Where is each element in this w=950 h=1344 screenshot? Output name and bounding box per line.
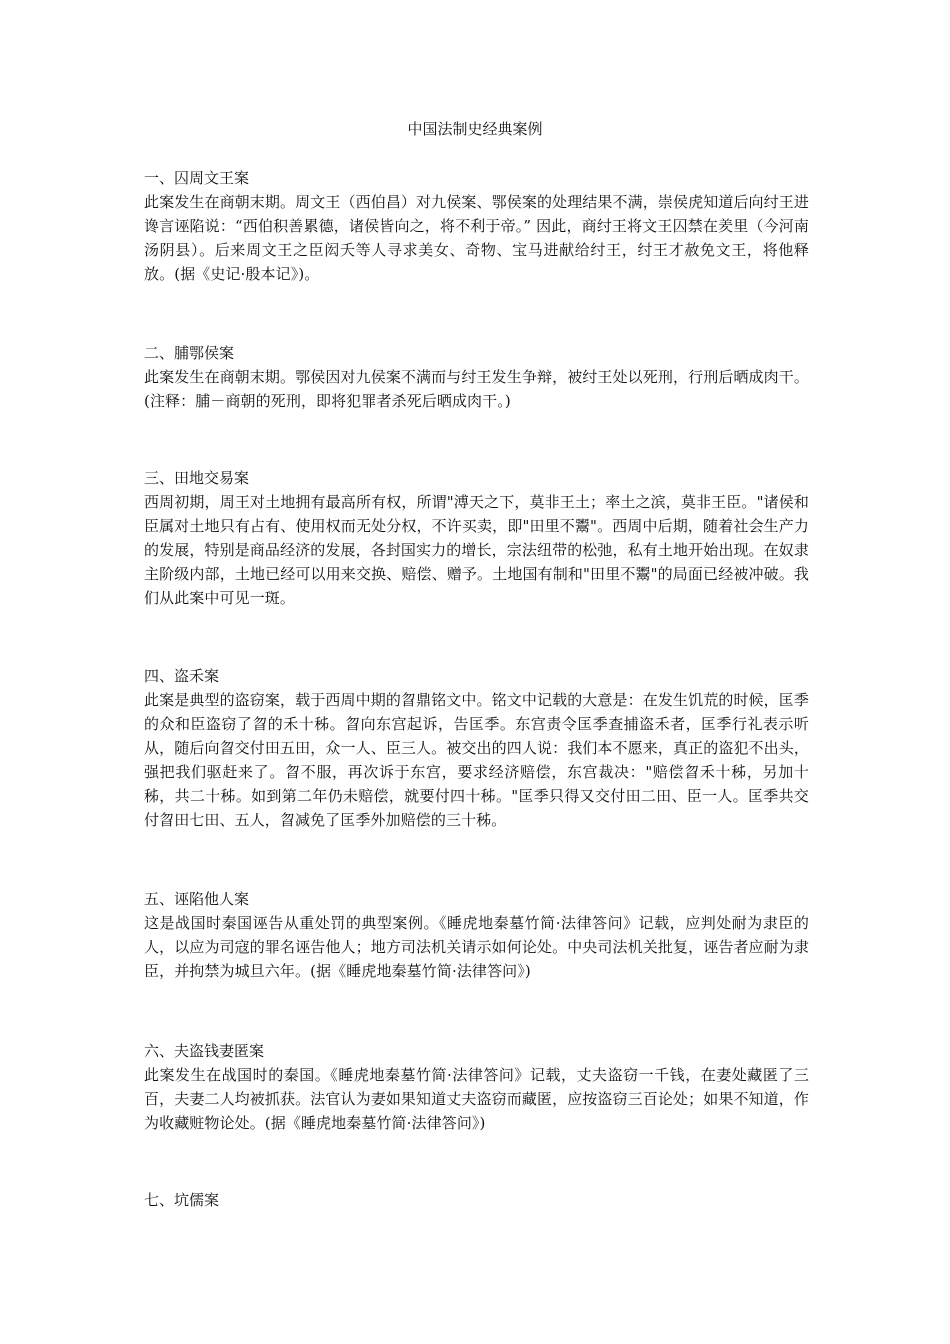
case-body: 此案发生在商朝末期。鄂侯因对九侯案不满而与纣王发生争辩，被纣王处以死刑，行刑后晒成肉干。 (注释：脯－商朝的死刑，即将犯罪者杀死后晒成肉干。) [144, 368, 829, 410]
case-heading: 五、诬陷他人案 [144, 890, 250, 908]
case-section-1 [144, 166, 809, 286]
case-section-4 [144, 664, 809, 832]
case-body: 此案是典型的盗窃案，载于西周中期的曶鼎铭文中。铭文中记载的大意是：在发生饥荒的时候，匡季的众和臣盗窃了曶的禾十秭。曶向东宫起诉，告匡季。东宫责令匡季查捕盗禾者，匡季行礼表示听从，随后向曶交付田五田，众一人、臣三人。被交出的四人说：我们本不愿来，真正的盗犯不出头，强把我们驱赶来了。曶不服，再次诉于东宫，要求经济赔偿，东宫裁决："赔偿曶禾十秭，另加十秭，共二十秭。如到第二年仍未赔偿，就要付四十秭。"匡季只得又交付田二田、臣一人。匡季共交付曶田七田、五人，曶减免了匡季外加赔偿的三十秭。 [144, 691, 809, 829]
case-body: 这是战国时秦国诬告从重处罚的典型案例。《睡虎地秦墓竹简·法律答问》记载，应判处耐为隶臣的人，以应为司寇的罪名诬告他人；地方司法机关请示如何论处。中央司法机关批复，诬告者应耐为隶臣，并拘禁为城旦六年。(据《睡虎地秦墓竹简·法律答问》) [144, 914, 809, 980]
case-heading: 一、囚周文王案 [144, 169, 250, 187]
case-heading: 四、盗禾案 [144, 667, 220, 685]
case-section-5 [144, 887, 809, 983]
case-body: 西周初期，周王对土地拥有最高所有权，所谓"溥天之下，莫非王土；率土之滨，莫非王臣。"诸侯和臣属对土地只有占有、使用权而无处分权，不许买卖，即"田里不鬻"。西周中后期，随着社会生产力的发展，特别是商品经济的发展，各封国实力的增长，宗法纽带的松弛，私有土地开始出现。在奴隶主阶级内部，土地已经可以用来交换、赔偿、赠予。土地国有制和"田里不鬻"的局面已经被冲破。我们从此案中可见一斑。 [144, 493, 809, 607]
case-section-6 [144, 1039, 809, 1135]
case-body: 此案发生在商朝末期。周文王（西伯昌）对九侯案、鄂侯案的处理结果不满，崇侯虎知道后向纣王进谗言诬陷说：“西伯积善累德，诸侯皆向之，将不利于帝。” 因此，商纣王将文王囚禁在羑里（今河南汤阴县）。后来周文王之臣闳夭等人寻求美女、奇物、宝马进献给纣王，纣王才赦免文王，将他释放。(据《史记·殷本记》)。 [144, 193, 809, 283]
case-section-3 [144, 466, 809, 610]
case-heading: 三、田地交易案 [144, 469, 250, 487]
case-section-2 [144, 341, 829, 413]
case-heading: 七、坑儒案 [144, 1191, 220, 1209]
document-title: 中国法制史经典案例 [407, 120, 543, 138]
case-section-7 [144, 1188, 809, 1212]
case-heading: 二、脯鄂侯案 [144, 344, 235, 362]
case-body: 此案发生在战国时的秦国。《睡虎地秦墓竹简·法律答问》记载，丈夫盗窃一千钱，在妻处藏匿了三百，夫妻二人均被抓获。法官认为妻如果知道丈夫盗窃而藏匿，应按盗窃三百论处；如果不知道，作为收藏赃物论处。(据《睡虎地秦墓竹简·法律答问》) [144, 1066, 809, 1132]
case-heading: 六、夫盗钱妻匿案 [144, 1042, 265, 1060]
